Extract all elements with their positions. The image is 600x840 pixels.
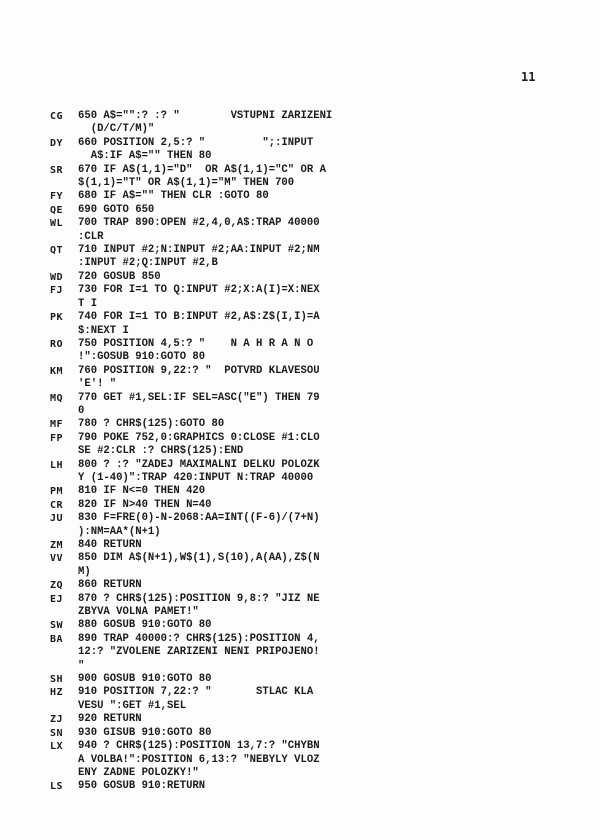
code-line-text: 710 INPUT #2;N:INPUT #2;AA:INPUT #2;NM :INPUT #2;Q:INPUT #2,B xyxy=(78,244,320,270)
listing-line xyxy=(50,740,380,780)
code-line-text: 740 FOR I=1 TO B:INPUT #2,A$:Z$(I,I)=A $:NEXT I xyxy=(78,311,320,337)
listing-line xyxy=(50,499,380,512)
code-line-text: 720 GOSUB 850 xyxy=(78,270,161,283)
listing-line xyxy=(50,727,380,740)
code-line-text: 840 RETURN xyxy=(78,539,142,551)
checksum-code: JU xyxy=(50,513,64,525)
listing-line xyxy=(50,284,380,311)
checksum-code: LH xyxy=(50,459,64,471)
code-line-text: 670 IF A$(1,1)="D" OR A$(1,1)="C" OR A $(1,1)="T" OR A$(1,1)="M" THEN 700 xyxy=(78,163,326,190)
page-number: 11 xyxy=(521,70,536,84)
checksum-code: RO xyxy=(50,338,64,350)
checksum-code: SH xyxy=(50,674,64,686)
listing-line xyxy=(50,432,380,459)
listing-line xyxy=(50,593,380,620)
code-line-text: 940 ? CHR$(125):POSITION 13,7:? "CHYBN A VOLBA!":POSITION 6,13:? "NEBYLY VLOZ ENY ZADNE POLOZKY!" xyxy=(78,740,320,779)
checksum-code: BA xyxy=(50,633,64,645)
listing-line xyxy=(50,311,380,338)
checksum-code: KM xyxy=(50,365,64,377)
checksum-code: SR xyxy=(50,164,64,176)
checksum-code: ZM xyxy=(50,540,64,551)
checksum-code: QT xyxy=(50,245,64,257)
code-line-text: 680 IF A$="" THEN CLR :GOTO 80 xyxy=(78,190,269,203)
checksum-code: ZJ xyxy=(50,714,64,726)
code-line-text: 950 GOSUB 910:RETURN xyxy=(78,780,206,793)
listing-line xyxy=(50,485,380,498)
code-line-text: 900 GOSUB 910:GOTO 80 xyxy=(78,673,212,686)
listing-line xyxy=(50,365,380,392)
listing-line xyxy=(50,392,380,419)
listing-line xyxy=(50,512,380,539)
code-line-text: 770 GET #1,SEL:IF SEL=ASC("E") THEN 79 0 xyxy=(78,391,320,417)
code-line-text: 910 POSITION 7,22:? " STLAC KLA VESU ":GET #1,SEL xyxy=(78,686,314,712)
listing-line xyxy=(50,164,380,191)
code-line-text: 820 IF N>40 THEN N=40 xyxy=(78,498,212,511)
checksum-code: LS xyxy=(50,781,64,793)
checksum-code: MF xyxy=(50,419,64,431)
code-line-text: 800 ? :? "ZADEJ MAXIMALNI DELKU POLOZK Y (1-40)":TRAP 420:INPUT N:TRAP 40000 xyxy=(78,458,320,484)
listing-line xyxy=(50,633,380,673)
checksum-code: DY xyxy=(50,137,64,149)
checksum-code: SW xyxy=(50,620,64,632)
code-line-text: 920 RETURN xyxy=(78,713,142,726)
basic-listing xyxy=(50,110,380,794)
checksum-code: WD xyxy=(50,271,64,283)
code-line-text: 750 POSITION 4,5:? " N A H R A N O !":GOSUB 910:GOTO 80 xyxy=(78,337,314,364)
checksum-code: WL xyxy=(50,218,64,230)
listing-line xyxy=(50,204,380,217)
code-line-text: 650 A$="":? :? " VSTUPNI ZARIZENI (D/C/T/M)" xyxy=(78,110,333,136)
listing-line xyxy=(50,217,380,244)
listing-line xyxy=(50,459,380,486)
listing-line xyxy=(50,338,380,365)
code-line-text: 700 TRAP 890:OPEN #2,4,0,A$:TRAP 40000 :CLR xyxy=(78,217,320,243)
checksum-code: SN xyxy=(50,727,64,739)
listing-line xyxy=(50,713,380,726)
code-line-text: 860 RETURN xyxy=(78,579,142,592)
code-line-text: 870 ? CHR$(125):POSITION 9,8:? "JIZ NE ZBYVA VOLNA PAMET!" xyxy=(78,592,320,619)
checksum-code: HZ xyxy=(50,687,64,699)
checksum-code: FP xyxy=(50,432,64,444)
code-line-text: 930 GISUB 910:GOTO 80 xyxy=(78,726,212,739)
checksum-code: VV xyxy=(50,553,64,565)
checksum-code: ZQ xyxy=(50,580,64,592)
code-line-text: 760 POSITION 9,22:? " POTVRD KLAVESOU 'E'! " xyxy=(78,364,320,391)
listing-line xyxy=(50,552,380,579)
listing-line xyxy=(50,244,380,271)
code-line-text: 690 GOTO 650 xyxy=(78,203,155,216)
checksum-code: LX xyxy=(50,741,64,753)
listing-line xyxy=(50,673,380,686)
code-line-text: 880 GOSUB 910:GOTO 80 xyxy=(78,619,212,632)
code-line-text: 790 POKE 752,0:GRAPHICS 0:CLOSE #1:CLO SE #2:CLR :? CHR$(125):END xyxy=(78,431,320,458)
listing-line xyxy=(50,780,380,793)
checksum-code: PM xyxy=(50,486,64,498)
listing-line xyxy=(50,418,380,431)
listing-line xyxy=(50,686,380,713)
checksum-code: FJ xyxy=(50,285,64,297)
listing-line xyxy=(50,110,380,137)
checksum-code: CG xyxy=(50,111,64,122)
checksum-code: EJ xyxy=(50,593,64,605)
listing-line xyxy=(50,190,380,203)
code-line-text: 780 ? CHR$(125):GOTO 80 xyxy=(78,418,225,431)
checksum-code: CR xyxy=(50,499,64,511)
code-line-text: 890 TRAP 40000:? CHR$(125):POSITION 4, 12:? "ZVOLENE ZARIZENI NENI PRIPOJENO! " xyxy=(78,632,320,672)
code-line-text: 730 FOR I=1 TO Q:INPUT #2;X:A(I)=X:NEX T I xyxy=(78,284,320,310)
checksum-code: MQ xyxy=(50,392,64,404)
code-line-text: 810 IF N<=0 THEN 420 xyxy=(78,485,206,498)
listing-line xyxy=(50,539,380,552)
code-line-text: 660 POSITION 2,5:? " ";:INPUT A$:IF A$="" THEN 80 xyxy=(78,136,314,163)
checksum-code: QE xyxy=(50,204,64,216)
listing-line xyxy=(50,271,380,284)
listing-line xyxy=(50,619,380,632)
listing-line xyxy=(50,579,380,592)
listing-line xyxy=(50,137,380,164)
code-line-text: 830 F=FRE(0)-N-2068:AA=INT((F-6)/(7+N) ):NM=AA*(N+1) xyxy=(78,512,320,538)
checksum-code: PK xyxy=(50,312,64,324)
checksum-code: FY xyxy=(50,191,64,203)
code-line-text: 850 DIM A$(N+1),W$(1),S(10),A(AA),Z$(N M) xyxy=(78,552,320,578)
